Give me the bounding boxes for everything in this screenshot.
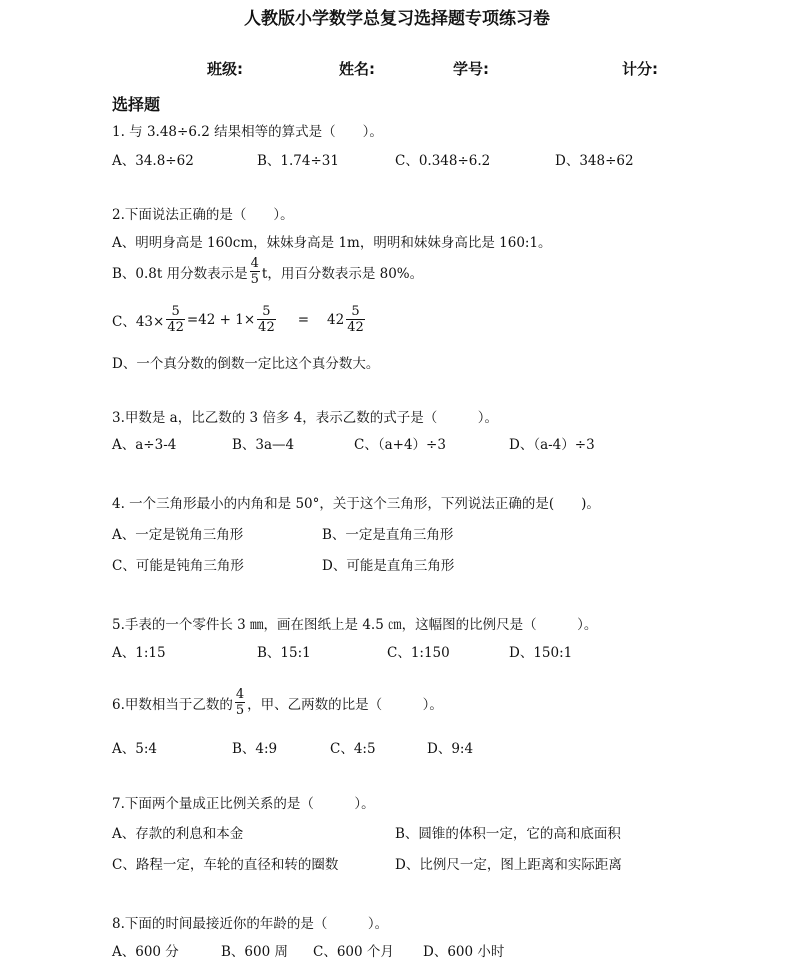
question-5-stem: 5.手表的一个零件长 3 ㎜，画在图纸上是 4.5 ㎝，这幅图的比例尺是（ ）。 <box>112 617 598 633</box>
page-title: 人教版小学数学总复习选择题专项练习卷 <box>244 9 550 29</box>
question-1-option-c: C、0.348÷6.2 <box>395 153 491 169</box>
question-4-option-d: D、可能是直角三角形 <box>322 558 455 574</box>
question-7-option-d: D、比例尺一定，图上距离和实际距离 <box>395 857 622 873</box>
fraction-five-forty-seconds-1 <box>166 304 185 335</box>
mixed-number-whole: 42 <box>327 311 345 328</box>
question-6-option-b: B、4:9 <box>232 741 278 757</box>
question-1-stem: 1. 与 3.48÷6.2 结果相等的算式是（ ）。 <box>112 124 383 140</box>
fraction-numerator: 5 <box>346 304 365 320</box>
fraction-denominator: 42 <box>167 320 184 335</box>
question-8-option-d: D、600 小时 <box>423 944 505 960</box>
question-4-option-a: A、一定是锐角三角形 <box>112 527 244 543</box>
question-2-option-c-text-1: C、43× <box>112 313 165 330</box>
question-2-option-c <box>112 304 367 335</box>
name-label: 姓名: <box>339 60 375 78</box>
section-title: 选择题 <box>112 95 161 114</box>
question-3-stem: 3.甲数是 a，比乙数的 3 倍多 4，表示乙数的式子是（ ）。 <box>112 410 499 426</box>
fraction-five-forty-seconds-3 <box>346 304 365 335</box>
question-6-stem <box>112 687 443 718</box>
question-2-option-a: A、明明身高是 160cm，妹妹身高是 1m，明明和妹妹身高比是 160:1。 <box>112 235 552 251</box>
question-8-stem: 8.下面的时间最接近你的年龄的是（ ）。 <box>112 916 389 932</box>
question-5-option-c: C、1:150 <box>387 645 450 661</box>
question-2-option-c-text-2: =42 + 1× <box>186 311 256 328</box>
question-4-stem: 4. 一个三角形最小的内角和是 50°，关于这个三角形，下列说法正确的是( )。 <box>112 496 600 512</box>
score-label: 计分: <box>622 60 658 78</box>
fraction-denominator: 42 <box>347 320 364 335</box>
question-6-option-c: C、4:5 <box>330 741 376 757</box>
question-7-option-c: C、路程一定，车轮的直径和转的圈数 <box>112 857 339 873</box>
fraction-five-forty-seconds-2 <box>257 304 276 335</box>
fraction-denominator: 5 <box>250 272 259 287</box>
fraction-numerator: 4 <box>235 687 245 702</box>
class-label: 班级: <box>207 60 243 78</box>
question-3-option-b: B、3a—4 <box>232 437 295 453</box>
fraction-numerator: 5 <box>257 304 276 320</box>
question-3-option-d: D、（a-4）÷3 <box>509 437 595 453</box>
question-2-option-c-equals: = <box>297 311 310 328</box>
question-7-option-a: A、存款的利息和本金 <box>112 826 244 842</box>
question-4-option-c: C、可能是钝角三角形 <box>112 558 244 574</box>
fraction-four-fifths <box>235 687 245 718</box>
question-7-option-b: B、圆锥的体积一定，它的高和底面积 <box>395 826 621 842</box>
question-2-stem: 2.下面说法正确的是（ ）。 <box>112 207 294 223</box>
student-number-label: 学号: <box>453 60 489 78</box>
question-8-option-b: B、600 周 <box>221 944 288 960</box>
question-5-option-b: B、15:1 <box>257 645 311 661</box>
question-2-option-d: D、一个真分数的倒数一定比这个真分数大。 <box>112 356 380 372</box>
question-1-option-d: D、348÷62 <box>555 153 634 169</box>
question-1-option-a: A、34.8÷62 <box>112 153 194 169</box>
fraction-four-fifths <box>250 256 260 287</box>
question-1-option-b: B、1.74÷31 <box>257 153 339 169</box>
fraction-numerator: 5 <box>166 304 185 320</box>
fraction-numerator: 4 <box>250 256 259 271</box>
question-5-option-d: D、150:1 <box>509 645 573 661</box>
question-6-stem-text-before: 6.甲数相当于乙数的 <box>112 696 233 713</box>
question-6-option-a: A、5:4 <box>112 741 157 757</box>
question-4-option-b: B、一定是直角三角形 <box>322 527 454 543</box>
question-8-option-c: C、600 个月 <box>313 944 394 960</box>
question-6-stem-text-after: ，甲、乙两数的比是（ ）。 <box>247 696 443 713</box>
fraction-denominator: 5 <box>235 703 245 718</box>
question-2-option-b-text-after: t，用百分数表示是 80%。 <box>261 265 424 282</box>
question-6-option-d: D、9:4 <box>427 741 474 757</box>
question-2-option-b-text-before: B、0.8t 用分数表示是 <box>112 265 248 282</box>
fraction-denominator: 42 <box>258 320 275 335</box>
question-3-option-a: A、a÷3-4 <box>112 437 177 453</box>
question-5-option-a: A、1:15 <box>112 645 166 661</box>
question-3-option-c: C、（a+4）÷3 <box>354 437 446 453</box>
question-2-option-b <box>112 256 423 287</box>
question-7-stem: 7.下面两个量成正比例关系的是（ ）。 <box>112 796 375 812</box>
question-8-option-a: A、600 分 <box>112 944 179 960</box>
